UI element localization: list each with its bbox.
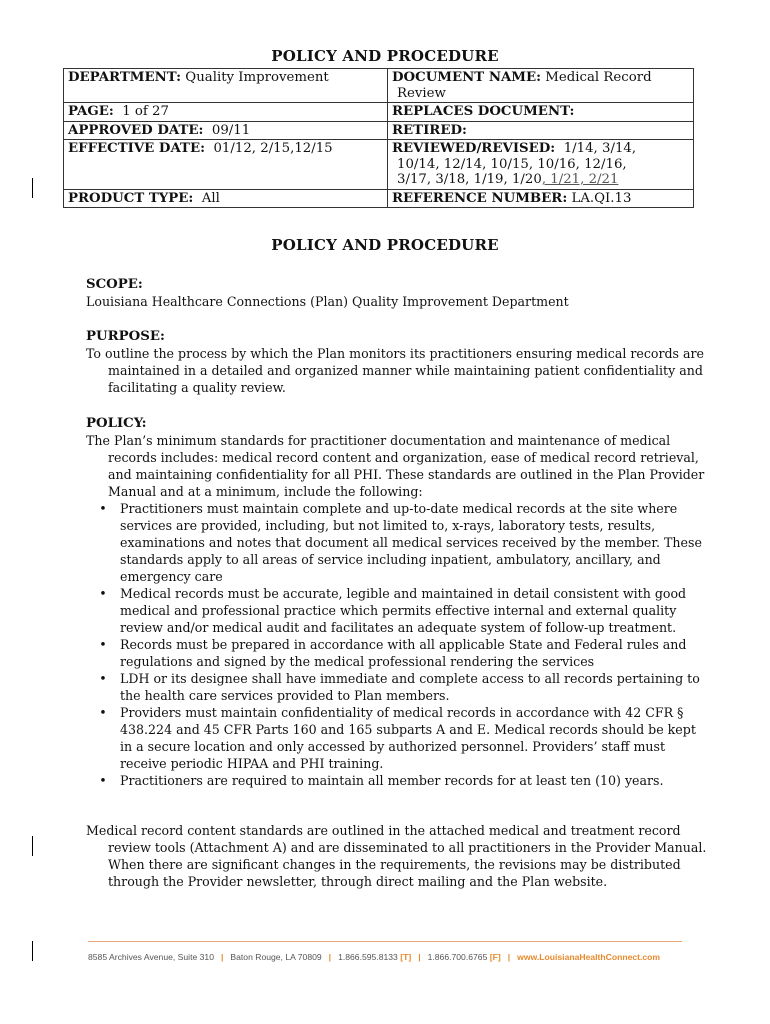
retired-cell: RETIRED:	[388, 121, 694, 140]
purpose-heading: PURPOSE:	[86, 329, 165, 344]
footer-divider	[88, 941, 682, 942]
page-cell: PAGE: 1 of 27	[64, 103, 388, 122]
approved-date-cell: APPROVED DATE: 09/11	[64, 121, 388, 140]
document-title: POLICY AND PROCEDURE	[271, 47, 499, 65]
policy-heading: POLICY:	[86, 416, 147, 431]
reference-number-cell: REFERENCE NUMBER: LA.QI.13	[388, 189, 694, 208]
list-item: • Practitioners must maintain complete and up-to-date medical records at the site where services are provided, including, but not limited to, x-rays, laboratory tests, results, examinations and notes that document all medical services received by the member. These standards apply to all areas of service including inpatient, ambulatory, ancillary, and emergency care	[99, 501, 702, 584]
list-item: • LDH or its designee shall have immediate and complete access to all records pertaining to the health care services provided to Plan members.	[99, 671, 700, 703]
list-item: • Medical records must be accurate, legible and maintained in detail consistent with good medical and professional practice which permits effective internal and external quality review and/or medical audit and facilitates an adequate system of follow-up treatment.	[99, 586, 687, 635]
change-bar-mark	[32, 178, 33, 198]
effective-date-cell: EFFECTIVE DATE: 01/12, 2/15,12/15	[64, 140, 388, 190]
footer-website-link[interactable]: www.LouisianaHealthConnect.com	[517, 952, 661, 962]
list-item: • Practitioners are required to maintain all member records for at least ten (10) years.	[99, 773, 664, 788]
document-name-cell: DOCUMENT NAME: Medical Record Review	[388, 69, 694, 103]
department-cell: DEPARTMENT: Quality Improvement	[64, 69, 388, 103]
document-header-table	[63, 68, 694, 208]
closing-text: Medical record content standards are outlined in the attached medical and treatment record review tools (Attachment A) and are disseminated to all practitioners in the Provider Manual. When there are significant changes in the requirements, the revisions may be distributed through the Provider newsletter, through direct mailing and the Plan website.	[86, 823, 707, 889]
list-item: • Records must be prepared in accordance with all applicable State and Federal rules and regulations and signed by the medical professional rendering the services	[99, 637, 687, 669]
purpose-section	[86, 328, 708, 396]
scope-text: Louisiana Healthcare Connections (Plan) Quality Improvement Department	[86, 294, 569, 309]
closing-section	[86, 822, 708, 890]
policy-section	[86, 415, 708, 789]
policy-intro: The Plan’s minimum standards for practitioner documentation and maintenance of medical records includes: medical record content and organization, ease of medical record retrieval, and maintaining confidentiality for all PHI. These standards are outlined in the Plan Provider Manual and at a minimum, include the following:	[86, 433, 705, 499]
product-type-cell: PRODUCT TYPE: All	[64, 189, 388, 208]
replaces-cell: REPLACES DOCUMENT:	[388, 103, 694, 122]
scope-heading: SCOPE:	[86, 277, 143, 292]
footer-city: Baton Rouge, LA 70809	[230, 952, 322, 962]
footer-phone: 1.866.595.8133	[338, 952, 398, 962]
section-title: POLICY AND PROCEDURE	[271, 236, 499, 254]
reviewed-revised-cell: REVIEWED/REVISED: 1/14, 3/14, 10/14, 12/14, 10/15, 10/16, 12/16, 3/17, 3/18, 1/19, 1/20, 1/21, 2/21	[388, 140, 694, 190]
footer-fax: 1.866.700.6765	[427, 952, 488, 962]
footer-address: 8585 Archives Avenue, Suite 310	[88, 952, 214, 962]
purpose-text: To outline the process by which the Plan monitors its practitioners ensuring medical records are maintained in a detailed and organized manner while maintaining patient confidentiality and facilitating a quality review.	[86, 346, 705, 395]
list-item: • Providers must maintain confidentiality of medical records in accordance with 42 CFR § 438.224 and 45 CFR Parts 160 and 165 subparts A and E. Medical records should be kept in a secure location and only accessed by authorized personnel. Providers’ staff must receive periodic HIPAA and PHI training.	[99, 705, 696, 771]
change-bar-mark	[32, 941, 33, 961]
change-bar-mark	[32, 836, 33, 856]
tracked-revision: , 1/21, 2/21	[541, 172, 619, 187]
policy-bullets	[86, 500, 708, 789]
scope-section	[86, 276, 708, 310]
page-footer: 8585 Archives Avenue, Suite 310 | Baton Rouge, LA 70809 | 1.866.595.8133 [T] | 1.866.700.6765 [F] | www.LouisianaHealthConnect.com	[88, 952, 661, 962]
